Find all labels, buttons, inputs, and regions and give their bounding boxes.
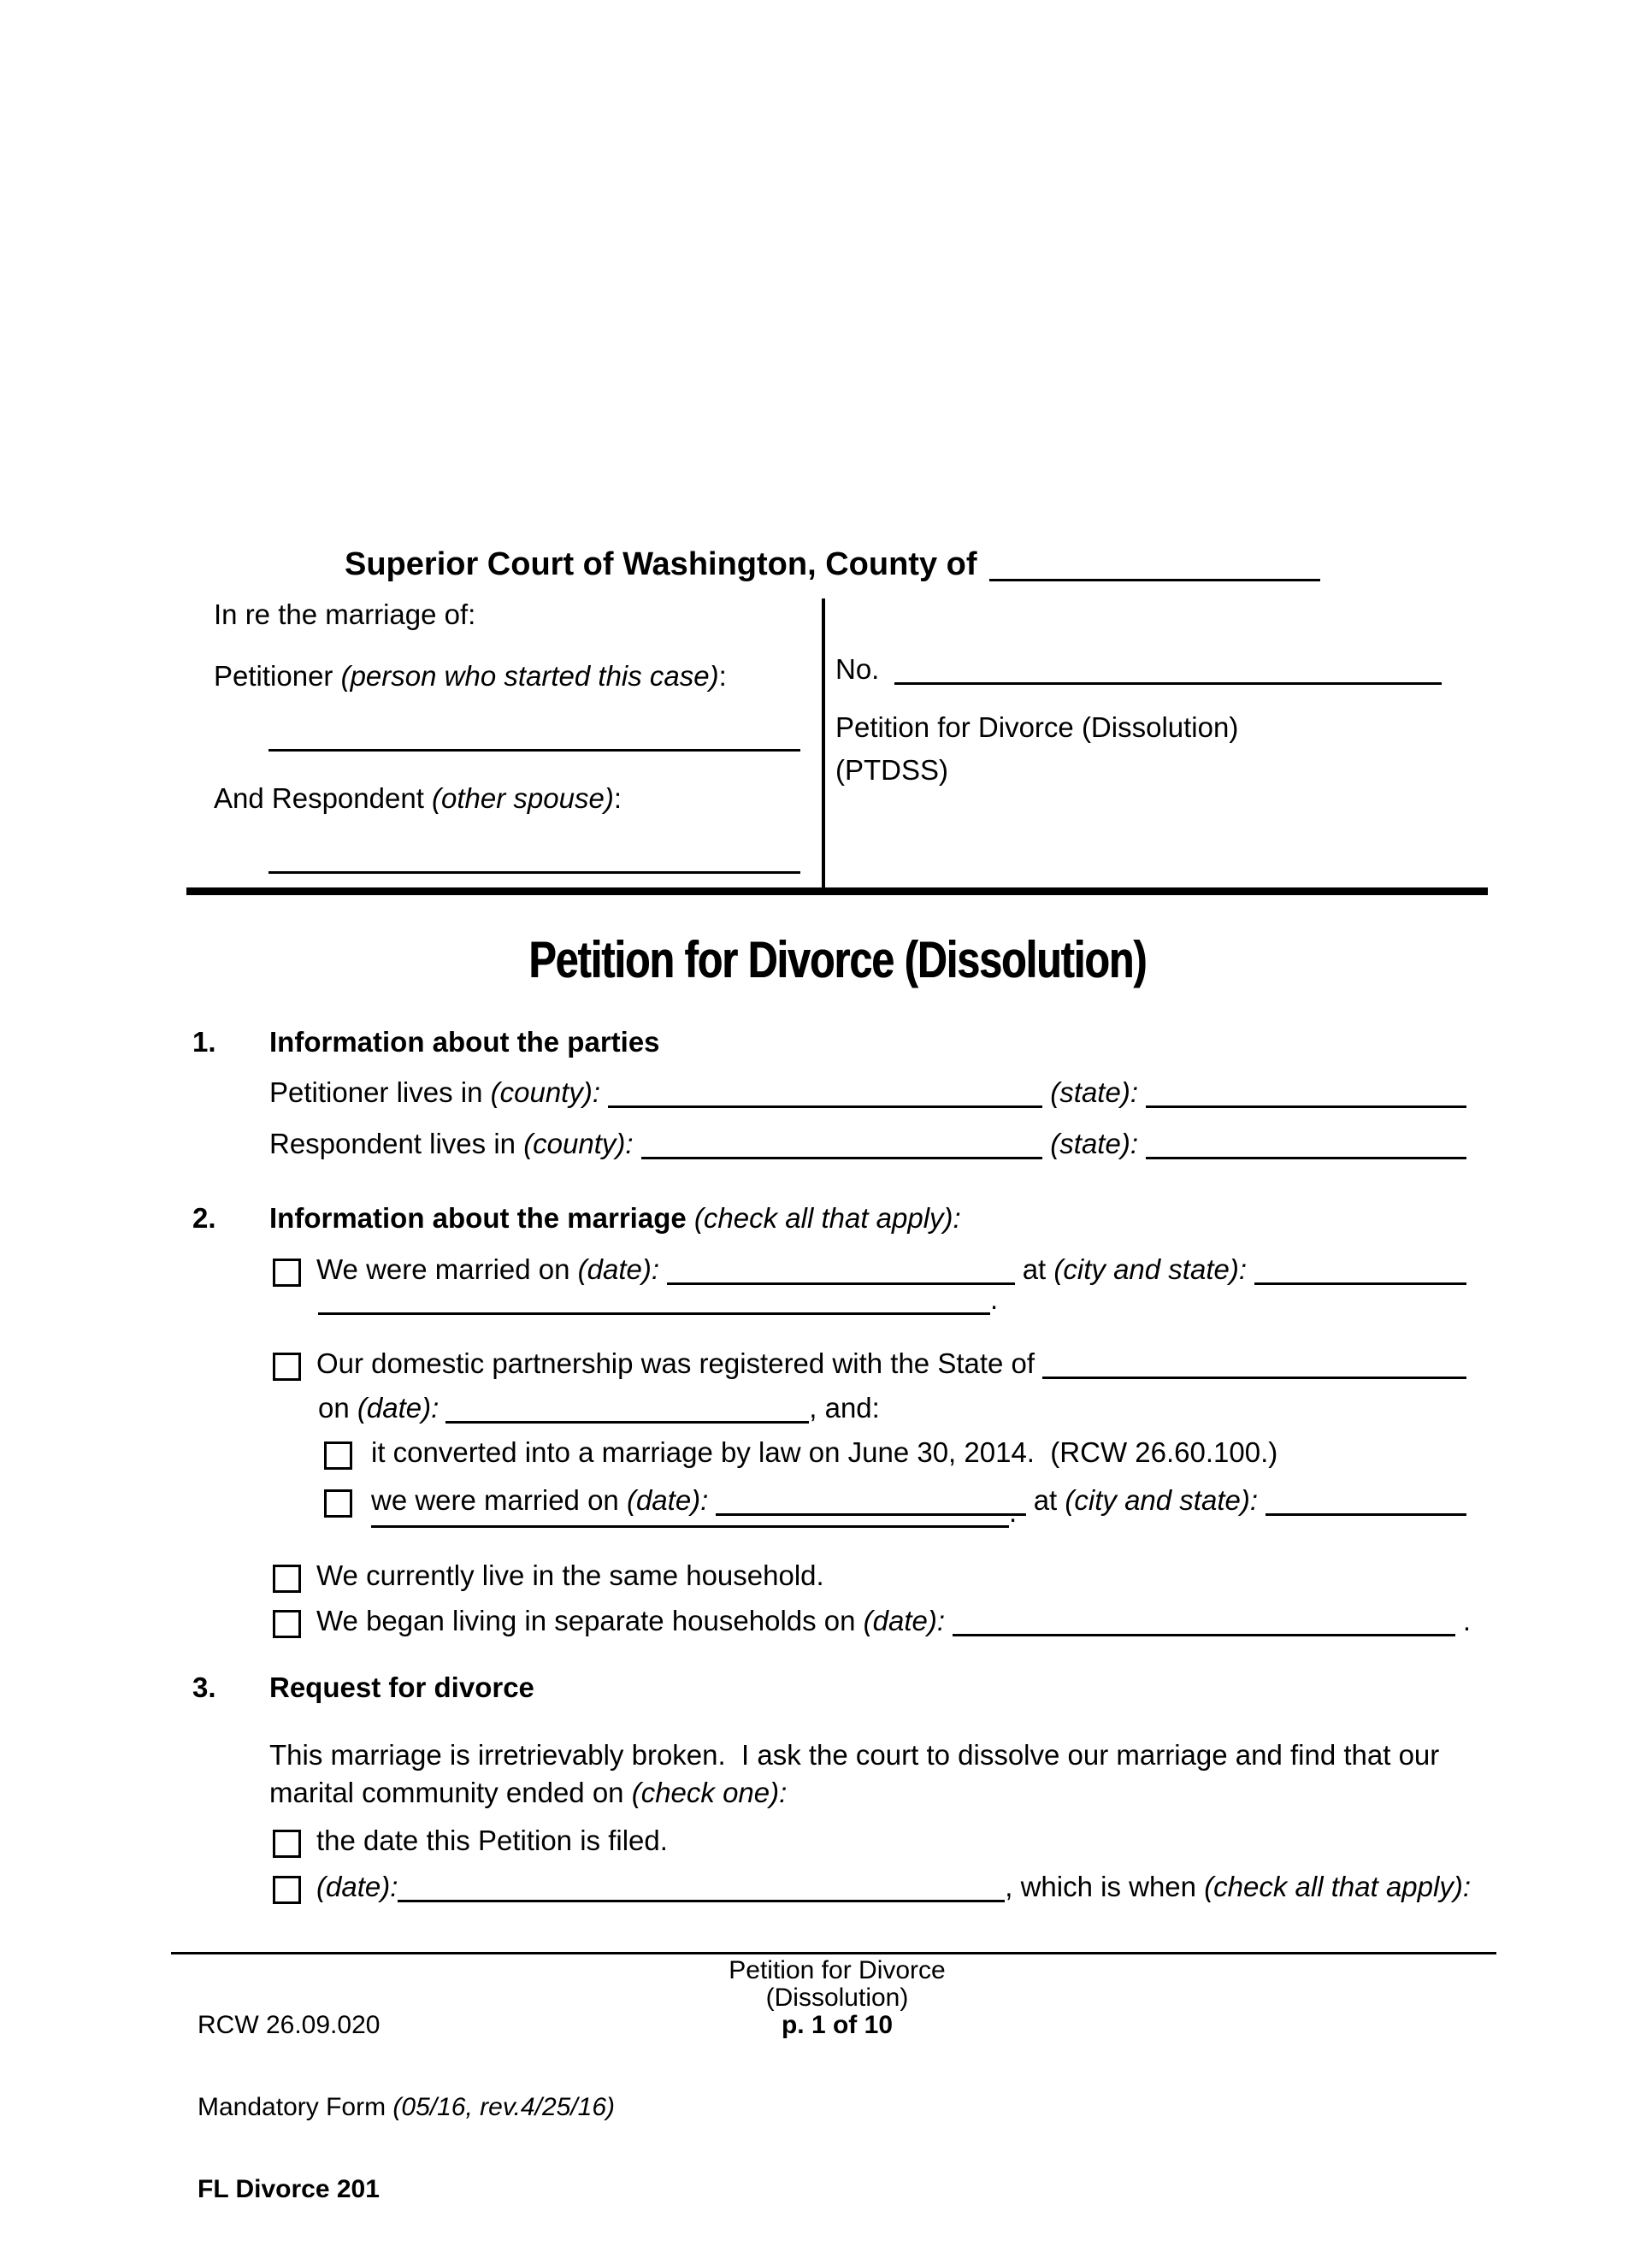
footer-rule (171, 1952, 1496, 1954)
converted-label: it converted into a marriage by law on June 30, 2014. (RCW 26.60.100.) (371, 1436, 1278, 1468)
blank-county[interactable] (989, 579, 1320, 581)
filed-label: the date this Petition is filed. (316, 1825, 668, 1856)
city-state-hint: (city and state): (1053, 1253, 1247, 1285)
footer-form-revision: (05/16, rev.4/25/16) (392, 2093, 616, 2121)
court-heading (345, 545, 1320, 584)
footer-rcw: RCW 26.09.020 (198, 2011, 381, 2039)
checkbox-partnership-line (273, 1345, 1466, 1383)
at-label: at (1022, 1253, 1054, 1285)
section-3-number: 3. (192, 1671, 216, 1703)
checkbox-converted-line (324, 1434, 1466, 1471)
county-hint: (county): (523, 1128, 634, 1159)
section-2-heading (192, 1200, 1471, 1237)
section-3-heading (192, 1669, 1471, 1707)
at-label: at (1033, 1484, 1065, 1516)
blank-marriage-place[interactable] (1254, 1282, 1466, 1285)
petitioner-line (214, 657, 727, 695)
request-paragraph-text: This marriage is irretrievably broken. I ask the court to dissolve our marriage and find that our marital community ended on (269, 1739, 1448, 1808)
section-2-title: Information about the marriage (269, 1202, 694, 1234)
date-hint: (date): (316, 1871, 398, 1902)
footer-center (186, 1957, 1488, 2039)
court-heading-label: Superior Court of Washington, County of (345, 546, 977, 582)
case-number-line (835, 651, 1442, 688)
check-all-hint: (check all that apply): (1204, 1871, 1471, 1902)
respondent-lives-label: Respondent lives in (269, 1128, 524, 1159)
footer-doc-subtitle: (Dissolution) (765, 1984, 909, 2012)
county-hint: (county): (490, 1076, 600, 1108)
footer-form-line (198, 2094, 615, 2121)
period: . (1009, 1496, 1018, 1528)
respondent-label: And Respondent (214, 782, 433, 814)
section-2-number: 2. (192, 1202, 216, 1234)
same-household-label: We currently live in the same household. (316, 1559, 824, 1591)
which-is-when-label: , which is when (1005, 1871, 1205, 1902)
checkbox-specific-date-line (273, 1868, 1471, 1906)
checkbox-same-household-line (273, 1557, 1466, 1595)
blank-respondent-name[interactable] (268, 871, 800, 874)
date-hint: (date): (626, 1484, 709, 1516)
period: . (990, 1283, 999, 1315)
footer-doc-title: Petition for Divorce (729, 1956, 946, 1984)
doc-type-line: Petition for Divorce (Dissolution) (835, 711, 1239, 743)
checkbox-converted-marriage[interactable] (324, 1441, 352, 1470)
state-hint: (state): (1050, 1128, 1138, 1159)
blank-partnership-state[interactable] (1042, 1377, 1466, 1379)
petitioner-hint: (person who started this case) (340, 660, 719, 692)
on-label: on (318, 1392, 357, 1424)
checkbox-filed-line (273, 1822, 1471, 1860)
blank-petitioner-state[interactable] (1146, 1105, 1466, 1108)
blank-petitioner-name[interactable] (268, 749, 800, 752)
state-hint: (state): (1050, 1076, 1138, 1108)
period: . (1462, 1605, 1471, 1636)
blank-end-date[interactable] (398, 1900, 1005, 1902)
request-paragraph (269, 1736, 1484, 1812)
case-number-label: No. (835, 653, 880, 685)
checkbox-filing-date[interactable] (273, 1830, 301, 1858)
petitioner-residence-line (269, 1074, 1466, 1111)
blank-separate-date[interactable] (953, 1634, 1455, 1636)
blank-partnership-date[interactable] (445, 1421, 809, 1424)
blank-dp-marriage-place[interactable] (1266, 1513, 1466, 1516)
footer-form-label: Mandatory Form (198, 2093, 393, 2121)
dp-married-label: we were married on (371, 1484, 627, 1516)
blank-petitioner-county[interactable] (608, 1105, 1042, 1108)
respondent-residence-line (269, 1125, 1466, 1163)
checkbox-specific-date[interactable] (273, 1876, 301, 1904)
respondent-line (214, 780, 622, 817)
checkbox-separate-line (273, 1602, 1471, 1640)
section-1-heading (192, 1023, 1471, 1061)
document-title-text: Petition for Divorce (Dissolution) (528, 931, 1147, 988)
respondent-hint: (other spouse) (432, 782, 614, 814)
separate-label: We began living in separate households on (316, 1605, 864, 1636)
married-on-label: We were married on (316, 1253, 578, 1285)
city-state-hint: (city and state): (1065, 1484, 1258, 1516)
petitioner-label: Petitioner (214, 660, 341, 692)
petitioner-colon: : (718, 660, 727, 692)
document-title (186, 930, 1488, 990)
blank-case-number[interactable] (894, 682, 1442, 685)
respondent-colon: : (613, 782, 622, 814)
section-2-title-hint: (check all that apply): (693, 1202, 961, 1234)
footer-form-number: FL Divorce 201 (198, 2175, 380, 2203)
doc-code-line: (PTDSS) (835, 754, 948, 786)
blank-respondent-county[interactable] (641, 1157, 1043, 1159)
petitioner-lives-label: Petitioner lives in (269, 1076, 491, 1108)
partnership-date-line (318, 1389, 880, 1427)
checkbox-separate-households[interactable] (273, 1610, 301, 1638)
checkbox-domestic-partnership[interactable] (273, 1353, 301, 1381)
blank-respondent-state[interactable] (1146, 1157, 1466, 1159)
caption-rule (186, 887, 1488, 895)
dp-marriage-place-continuation (371, 1494, 1017, 1531)
check-one-hint: (check one): (631, 1777, 788, 1808)
blank-dp-marriage-place-2[interactable] (371, 1525, 1009, 1528)
blank-marriage-place-2[interactable] (318, 1312, 990, 1315)
section-3-title: Request for divorce (269, 1671, 534, 1703)
checkbox-same-household[interactable] (273, 1565, 301, 1593)
footer-page-number: p. 1 of 10 (781, 2011, 894, 2039)
and-label: , and: (809, 1392, 880, 1424)
marriage-place-continuation (318, 1281, 998, 1318)
section-1-title: Information about the parties (269, 1026, 660, 1058)
caption-divider (822, 598, 825, 887)
date-hint: (date): (577, 1253, 660, 1285)
checkbox-married[interactable] (273, 1259, 301, 1287)
partnership-label: Our domestic partnership was registered with the State of (316, 1347, 1035, 1379)
in-re-line: In re the marriage of: (214, 598, 476, 630)
date-hint: (date): (863, 1605, 946, 1636)
section-1-number: 1. (192, 1026, 216, 1058)
date-hint: (date): (357, 1392, 440, 1424)
checkbox-dp-married[interactable] (324, 1489, 352, 1518)
